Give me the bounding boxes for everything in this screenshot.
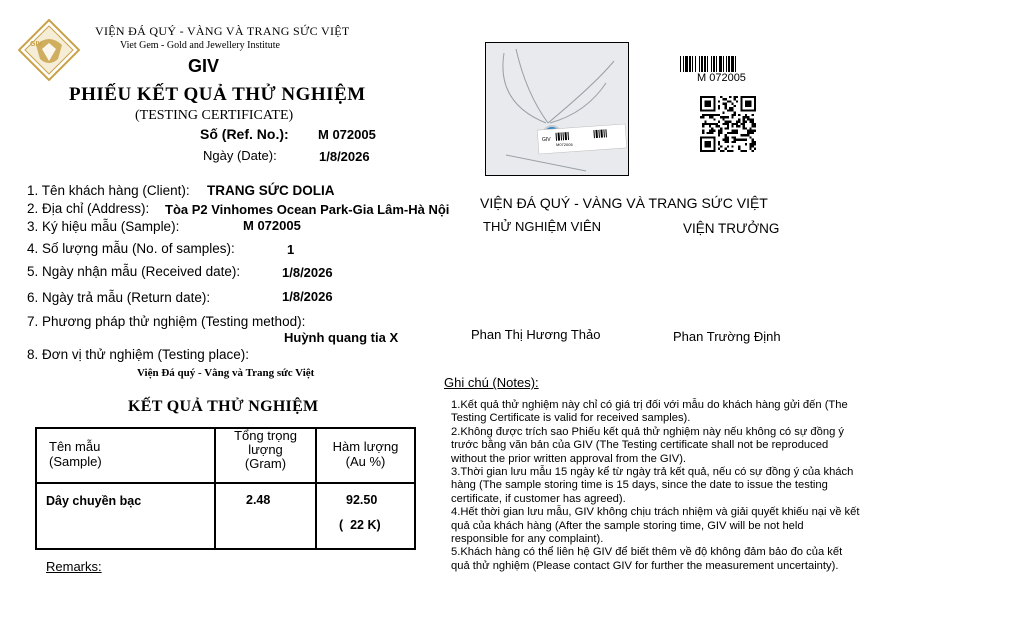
client-label: 1. Tên khách hàng (Client): bbox=[27, 183, 190, 198]
place-label: 8. Đơn vị thử nghiệm (Testing place): bbox=[27, 347, 249, 362]
header-name-line1: Tên mẫu bbox=[49, 439, 101, 454]
address-value: Tòa P2 Vinhomes Ocean Park-Gia Lâm-Hà Nội bbox=[165, 202, 450, 217]
received-label: 5. Ngày nhận mẫu (Received date): bbox=[27, 264, 241, 279]
ref-value: M 072005 bbox=[318, 127, 376, 142]
barcode bbox=[680, 56, 775, 72]
note-item: 1.Kết quả thử nghiệm này chỉ có giá trị đối với mẫu do khách hàng gửi đến (The Testing Certificate is valid for received samples). bbox=[451, 399, 848, 425]
date-value: 1/8/2026 bbox=[319, 149, 370, 164]
giv-logo bbox=[18, 19, 80, 81]
header-name-line2: (Sample) bbox=[49, 454, 102, 469]
header-content-line2: (Au %) bbox=[345, 454, 386, 469]
ref-label: Số (Ref. No.): bbox=[200, 126, 289, 142]
qr-code bbox=[698, 96, 758, 152]
return-label: 6. Ngày trả mẫu (Return date): bbox=[27, 290, 211, 305]
header-weight-line3: (Gram) bbox=[244, 456, 287, 471]
note-item: 5.Khách hàng có thể liên hệ GIV để biết thêm về độ không đảm bảo đo của kết quả thử nghiệm (Please contact GIV for further the measurement uncertainty). bbox=[451, 546, 843, 572]
note-item: 2.Không được trích sao Phiếu kết quả thử nghiệm này nếu không có sự đồng ý trước bằng văn bản của GIV (The Testing certificate shall not be reproduced without the prior written approval from the GIV). bbox=[451, 425, 845, 465]
necklace-image bbox=[486, 43, 628, 175]
header-weight-line2: lượng bbox=[248, 442, 283, 457]
tester-name: Phan Thị Hương Thảo bbox=[471, 327, 601, 342]
count-value: 1 bbox=[287, 242, 295, 257]
received-value: 1/8/2026 bbox=[282, 265, 333, 280]
results-table bbox=[35, 427, 416, 550]
header-weight-line1: Tổng trọng bbox=[234, 428, 297, 443]
tag-giv-text: GIV bbox=[542, 137, 551, 143]
client-value: TRANG SỨC DOLIA bbox=[207, 183, 335, 198]
barcode-number: M 072005 bbox=[697, 72, 746, 84]
director-title: VIỆN TRƯỞNG bbox=[683, 221, 780, 236]
tag-ref-text: M072005 bbox=[556, 142, 573, 147]
date-label: Ngày (Date): bbox=[203, 148, 277, 163]
results-title: KẾT QUẢ THỬ NGHIỆM bbox=[128, 398, 319, 415]
certificate-subtitle: (TESTING CERTIFICATE) bbox=[135, 108, 294, 123]
content-cell: 92.50 bbox=[346, 493, 378, 507]
sample-value: M 072005 bbox=[243, 218, 301, 233]
count-label: 4. Số lượng mẫu (No. of samples): bbox=[27, 241, 235, 256]
remarks-label: Remarks: bbox=[46, 559, 102, 574]
address-label: 2. Địa chỉ (Address): bbox=[27, 201, 150, 216]
institute-name-en: Viet Gem - Gold and Jewellery Institute bbox=[120, 40, 280, 51]
sample-photo bbox=[485, 42, 629, 176]
certificate-title: PHIẾU KẾT QUẢ THỬ NGHIỆM bbox=[69, 84, 366, 105]
return-value: 1/8/2026 bbox=[282, 289, 333, 304]
note-item: 4.Hết thời gian lưu mẫu, GIV không chịu trách nhiệm và giải quyết khiếu nại về kết quả của khách hàng (After the sample storing time, GIV will be not held responsible for any complaint). bbox=[451, 506, 860, 546]
header-content-line1: Hàm lượng bbox=[332, 439, 399, 454]
logo-text: GIV bbox=[30, 41, 43, 48]
director-name: Phan Trường Định bbox=[673, 329, 781, 344]
sample-name-cell: Dây chuyền bạc bbox=[46, 494, 142, 508]
signature-institute: VIỆN ĐÁ QUÝ - VÀNG VÀ TRANG SỨC VIỆT bbox=[480, 195, 768, 211]
institute-name-vn: VIỆN ĐÁ QUÝ - VÀNG VÀ TRANG SỨC VIỆT bbox=[95, 24, 350, 38]
weight-cell: 2.48 bbox=[246, 493, 271, 507]
method-label: 7. Phương pháp thử nghiệm (Testing method): bbox=[27, 314, 306, 329]
notes-title: Ghi chú (Notes): bbox=[444, 375, 539, 390]
place-value: Viện Đá quý - Vằng và Trang sức Việt bbox=[137, 367, 315, 379]
method-value: Huỳnh quang tia X bbox=[284, 330, 399, 345]
notes-list bbox=[451, 399, 861, 573]
institute-abbr: GIV bbox=[188, 56, 220, 76]
karat-cell: ( 22 K) bbox=[339, 518, 381, 532]
tester-title: THỬ NGHIỆM VIÊN bbox=[483, 219, 601, 234]
note-item: 3.Thời gian lưu mẫu 15 ngày kể từ ngày trả kết quả, nếu có sự đồng ý của khách hàng (The sample storing time is 15 days, since the date to issue the testing certificate, if customer has agreed). bbox=[451, 466, 854, 505]
sample-label: 3. Ký hiệu mẫu (Sample): bbox=[27, 219, 180, 234]
